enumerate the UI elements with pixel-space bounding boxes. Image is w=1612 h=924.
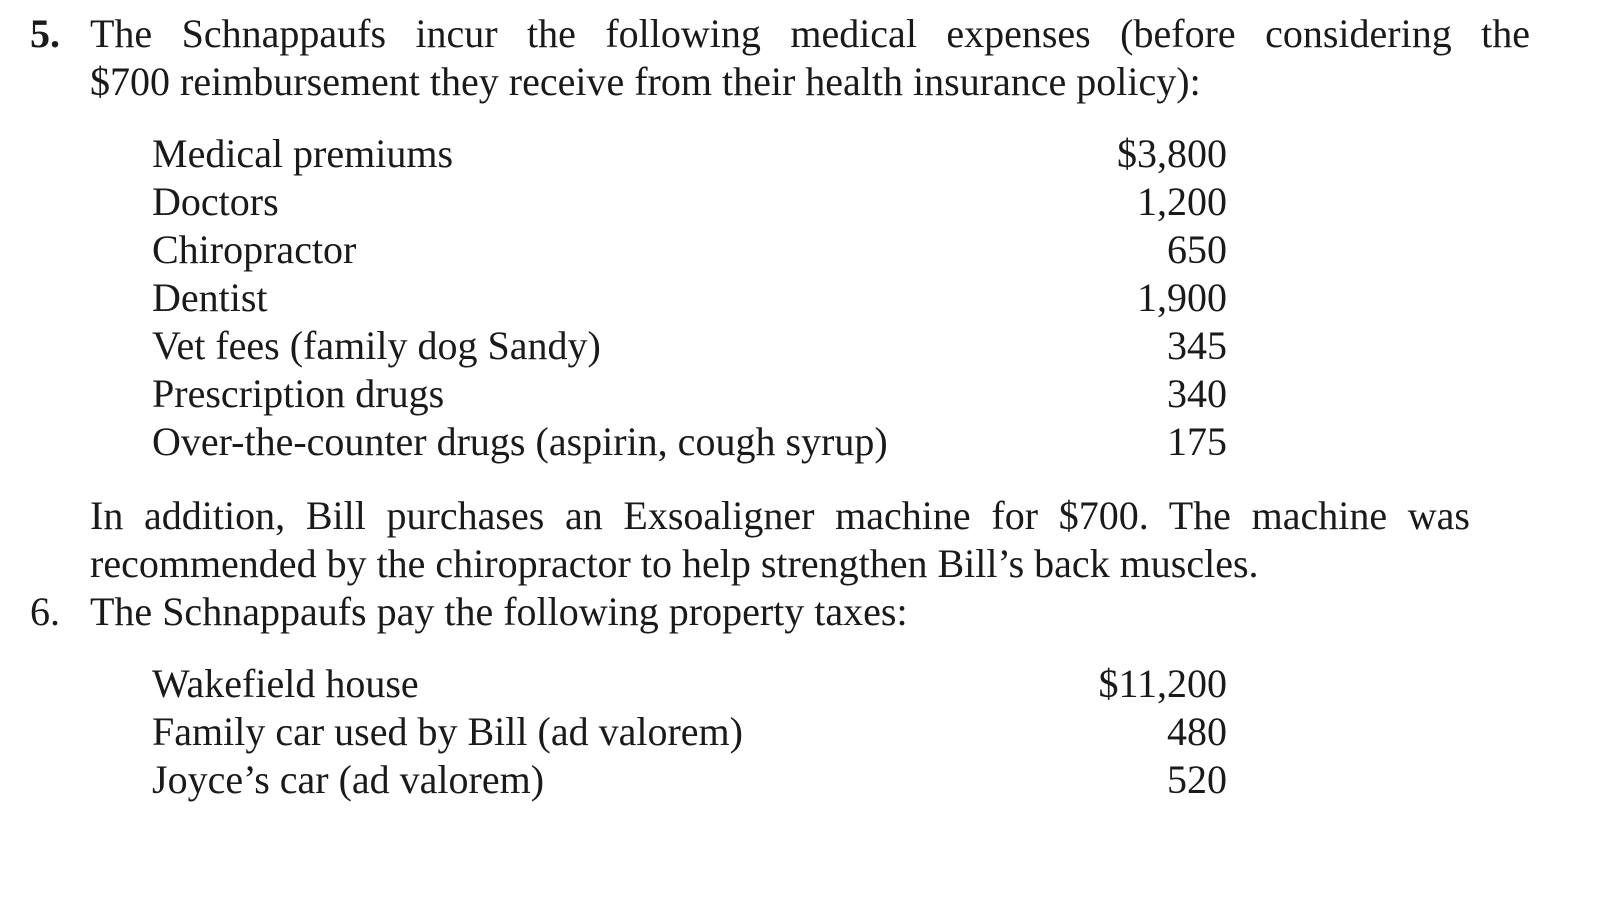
expense-row [152, 130, 1227, 178]
expense-amount: $3,800 [1117, 131, 1227, 176]
item-6-text [90, 588, 1530, 636]
expense-label: Medical premiums [152, 131, 454, 176]
addition-line-1: In addition, Bill purchases an Exsoaligner machine for $700. The machine was [90, 493, 1470, 538]
tax-label: Wakefield house [152, 661, 419, 706]
item-6-line-1: The Schnappaufs pay the following property taxes: [90, 589, 908, 634]
expense-label: Dentist [152, 275, 268, 320]
expense-row [152, 226, 1227, 274]
tax-label: Joyce’s car (ad valorem) [152, 757, 545, 802]
expense-row [152, 370, 1227, 418]
tax-row [152, 660, 1227, 708]
expense-amount: 1,900 [1137, 275, 1227, 320]
tax-row [152, 756, 1227, 804]
item-6-number: 6. [30, 589, 60, 634]
item-5-addition-paragraph [90, 492, 1470, 588]
tax-amount: 480 [1167, 709, 1227, 754]
property-taxes-table [152, 660, 1227, 804]
expense-amount: 345 [1167, 323, 1227, 368]
expense-row [152, 274, 1227, 322]
item-5-line-1: The Schnappaufs incur the following medical expenses (before considering the [90, 11, 1530, 56]
expense-amount: 1,200 [1137, 179, 1227, 224]
item-5-number: 5. [30, 11, 60, 56]
expense-label: Prescription drugs [152, 371, 445, 416]
item-5-line-2: $700 reimbursement they receive from their health insurance policy): [90, 59, 1201, 104]
item-5-text [90, 10, 1530, 106]
expense-row [152, 418, 1227, 466]
expense-amount: 340 [1167, 371, 1227, 416]
medical-expenses-table [152, 130, 1227, 466]
expense-amount: 650 [1167, 227, 1227, 272]
expense-label: Chiropractor [152, 227, 357, 272]
expense-row [152, 178, 1227, 226]
expense-row [152, 322, 1227, 370]
tax-label: Family car used by Bill (ad valorem) [152, 709, 743, 754]
item-5 [30, 10, 1530, 110]
tax-row [152, 708, 1227, 756]
item-6 [30, 588, 1530, 638]
tax-amount: $11,200 [1098, 661, 1227, 706]
expense-label: Over-the-counter drugs (aspirin, cough syrup) [152, 419, 888, 464]
tax-amount: 520 [1167, 757, 1227, 802]
expense-label: Vet fees (family dog Sandy) [152, 323, 601, 368]
expense-label: Doctors [152, 179, 279, 224]
expense-amount: 175 [1167, 419, 1227, 464]
addition-line-2: recommended by the chiropractor to help strengthen Bill’s back muscles. [90, 541, 1259, 586]
